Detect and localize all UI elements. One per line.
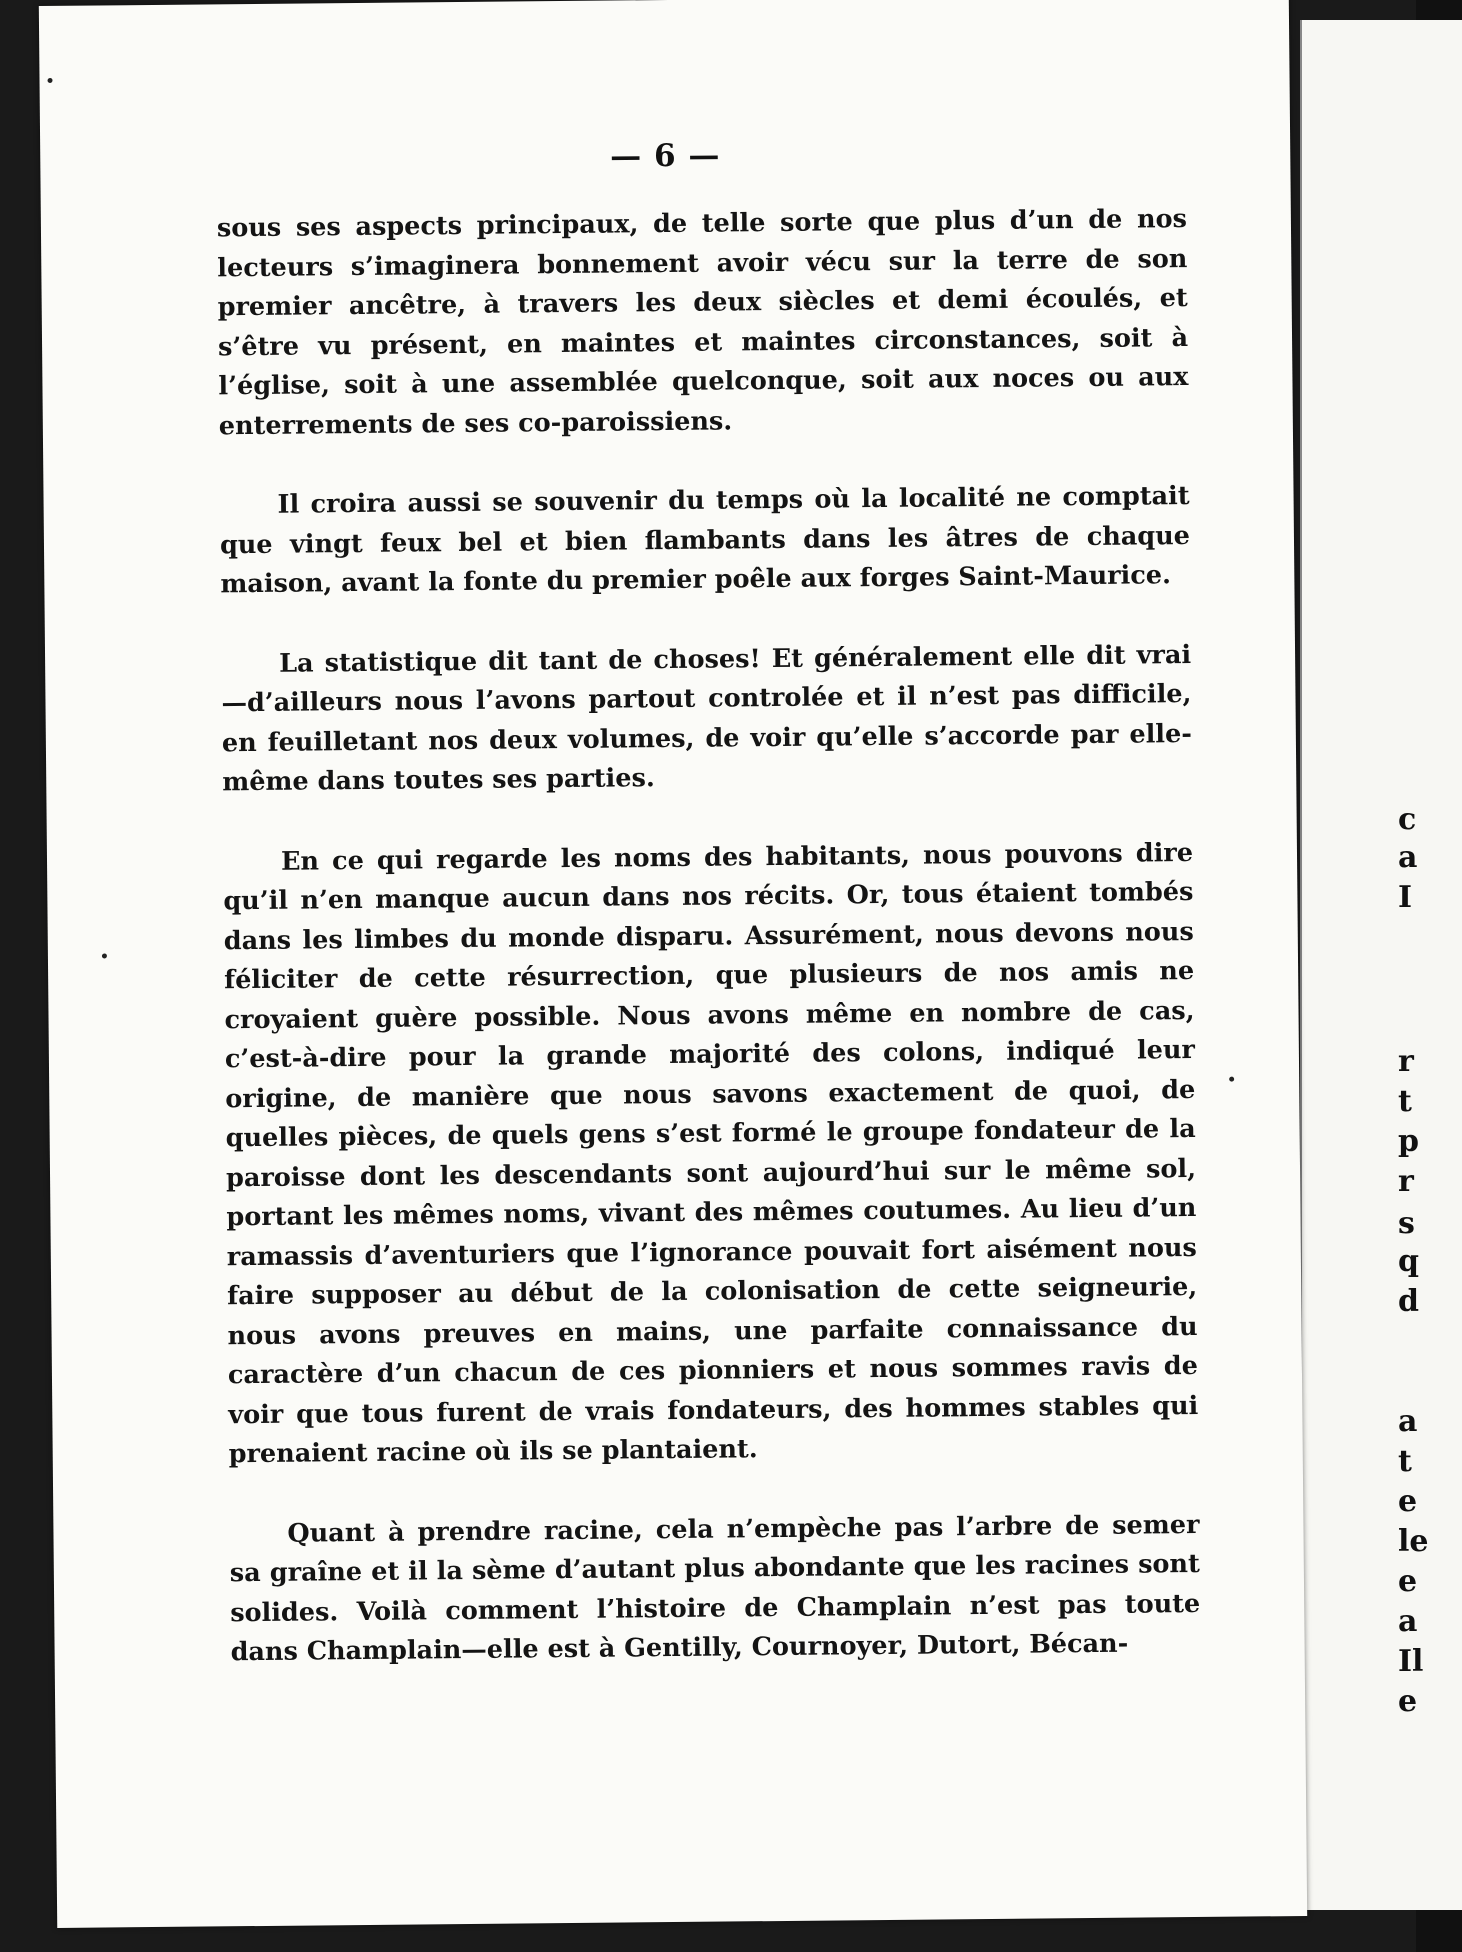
facing-fragment: Il	[1398, 1644, 1424, 1679]
book-page	[39, 0, 1307, 1928]
scan-speck	[47, 78, 52, 83]
paragraph-3: La statistique dit tant de choses! Et généralement elle dit vrai—d’ailleurs nous l’avons partout controlée et il n’est pas difficile, en feuilletant nos deux volumes, de voir qu’elle s’accorde par elle-même dans toutes ses parties.	[221, 639, 1192, 798]
facing-fragment: a	[1398, 1604, 1418, 1639]
facing-fragment: e	[1398, 1684, 1418, 1719]
facing-fragment: c	[1398, 802, 1417, 837]
scan-speck	[102, 953, 107, 958]
facing-fragment: r	[1398, 1164, 1414, 1199]
facing-fragment: p	[1398, 1124, 1419, 1159]
page-body	[217, 200, 1201, 1713]
facing-fragment: q	[1398, 1244, 1419, 1279]
facing-fragment: I	[1398, 880, 1413, 915]
facing-fragment: a	[1398, 1404, 1418, 1439]
paragraph-2: Il croira aussi se souvenir du temps où la localité ne comptait que vingt feux bel et bien flambants dans les âtres de chaque maison, avant la fonte du premier poêle aux forges Saint-Maurice.	[219, 481, 1191, 600]
facing-fragment: t	[1398, 1444, 1412, 1479]
facing-fragment: d	[1398, 1284, 1419, 1319]
facing-page-edge	[1300, 20, 1462, 1910]
facing-fragment: a	[1398, 840, 1418, 875]
facing-fragment: e	[1398, 1564, 1418, 1599]
paragraph-4: En ce qui regarde les noms des habitants, nous pouvons dire qu’il n’en manque aucun dans nos récits. Or, tous étaient tombés dans les limbes du monde disparu. Assurément, nous devons nous féliciter de cette résurrection, que plusieurs de nos amis ne croyaient guère possible. Nous avons même en nombre de cas, c’est-à-dire pour la grande majorité des colons, indiqué leur origine, de manière que nous savons exactement de quoi, de quelles pièces, de quels gens s’est formé le groupe fondateur de la paroisse dont les descendants sont aujourd’hui sur le même sol, portant les mêmes noms, vivant des mêmes coutumes. Au lieu d’un ramassis d’aventuriers que l’ignorance pouvait fort aisément nous faire supposer au début de la colonisation de cette seigneurie, nous avons preuves en mains, une parfaite connaissance du caractère d’un chacun de ces pionniers et nous sommes ravis de voir que tous furent de vrais fondateurs, des hommes stables qui prenaient racine où ils se plantaient.	[223, 837, 1199, 1470]
facing-fragment: r	[1398, 1044, 1414, 1079]
paragraph-1: sous ses aspects principaux, de telle sorte que plus d’un de nos lecteurs s’imaginera bonnement avoir vécu sur la terre de son premier ancêtre, à travers les deux siècles et demi écoulés, et s’être vu présent, en maintes et maintes circonstances, soit à l’église, soit à une assemblée quelconque, soit aux noces ou aux enterrements de ses co-paroissiens.	[216, 204, 1189, 441]
page-number: — 6 —	[610, 137, 721, 175]
facing-fragment: le	[1398, 1524, 1429, 1559]
facing-fragment: s	[1398, 1206, 1415, 1241]
facing-fragment: e	[1398, 1484, 1418, 1519]
scan-speck	[1229, 1077, 1234, 1082]
facing-fragment: t	[1398, 1084, 1412, 1119]
paragraph-5: Quant à prendre racine, cela n’empèche pas l’arbre de semer sa graîne et il la sème d’autant plus abondante que les racines sont solides. Voilà comment l’histoire de Champlain n’est pas toute dans Champlain—elle est à Gentilly, Cournoyer, Dutort, Bécan-	[229, 1509, 1201, 1668]
